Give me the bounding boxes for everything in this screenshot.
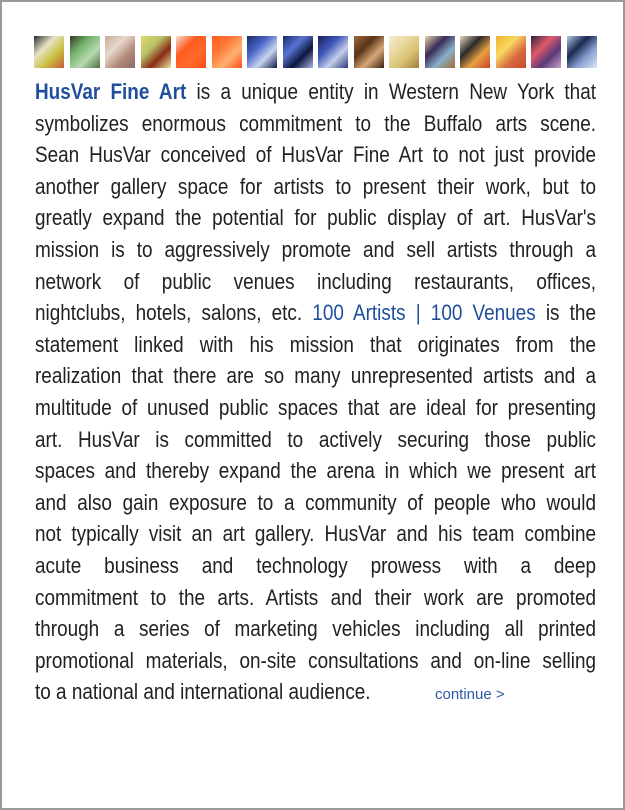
artwork-thumbnail[interactable] — [70, 36, 100, 68]
body-text: through a series of marketing vehicles including all printed — [35, 616, 597, 642]
article-line — [35, 582, 596, 614]
article-line — [35, 613, 596, 645]
about-article — [35, 76, 596, 708]
body-text: is a unique entity in Western New York that — [186, 79, 596, 104]
artists-venues-link[interactable]: 100 Artists | 100 Venues — [312, 300, 536, 326]
artwork-thumbnail[interactable] — [354, 36, 384, 68]
article-line — [35, 108, 596, 140]
body-text: art. HusVar is committed to actively securing those public — [35, 426, 597, 452]
article-line — [35, 487, 596, 519]
artwork-thumbnail[interactable] — [105, 36, 135, 68]
artwork-thumbnail[interactable] — [425, 36, 455, 68]
body-text: Sean HusVar conceived of HusVar Fine Art to not just provide — [35, 142, 597, 168]
body-text: to a national and international audience. — [35, 679, 371, 705]
article-line — [35, 550, 596, 582]
artwork-thumbnail[interactable] — [531, 36, 561, 68]
body-text: greatly expand the potential for public display of art. HusVar's — [35, 205, 597, 231]
body-text: promotional materials, on-site consultations and on-line selling — [35, 647, 597, 673]
body-text: and also gain exposure to a community of people who would — [35, 489, 597, 515]
body-text: is the — [535, 300, 596, 326]
artwork-thumbnail[interactable] — [496, 36, 526, 68]
body-text: mission is to aggressively promote and sell artists through a — [35, 236, 597, 262]
article-line — [35, 392, 596, 424]
article-line — [35, 139, 596, 171]
artwork-thumbnail[interactable] — [34, 36, 64, 68]
brand-name: HusVar Fine Art — [35, 79, 187, 104]
body-text: statement linked with his mission that originates from the — [35, 331, 597, 357]
article-line — [35, 234, 596, 266]
body-text: not typically visit an art gallery. HusVar and his team combine — [35, 521, 597, 547]
body-text: commitment to the arts. Artists and their work are promoted — [35, 584, 597, 610]
artwork-thumbnail[interactable] — [212, 36, 242, 68]
artwork-thumbnail[interactable] — [460, 36, 490, 68]
article-line — [35, 202, 596, 234]
article-line — [35, 424, 596, 456]
artwork-thumbnail[interactable] — [283, 36, 313, 68]
body-text: multitude of unused public spaces that are ideal for presenting — [35, 394, 596, 420]
body-text: spaces and thereby expand the arena in which we present art — [35, 458, 597, 484]
article-line — [35, 455, 596, 487]
article-line — [35, 676, 596, 708]
artwork-thumbnail[interactable] — [141, 36, 171, 68]
body-text: network of public venues including restaurants, offices, — [35, 268, 597, 294]
article-line — [35, 76, 596, 108]
article-line — [35, 360, 596, 392]
article-line — [35, 297, 596, 329]
artwork-thumbnail[interactable] — [389, 36, 419, 68]
body-text: nightclubs, hotels, salons, etc. — [35, 300, 313, 326]
continue-link[interactable]: continue > — [435, 686, 505, 704]
artwork-thumbnail[interactable] — [247, 36, 277, 68]
artwork-thumbnail[interactable] — [318, 36, 348, 68]
artwork-thumbnail[interactable] — [567, 36, 597, 68]
body-text: another gallery space for artists to present their work, but to — [35, 173, 597, 199]
artwork-thumbnail-strip — [34, 36, 596, 68]
article-line — [35, 329, 596, 361]
article-line — [35, 171, 596, 203]
body-text: realization that there are so many unrepresented artists and a — [35, 363, 597, 389]
article-line — [35, 266, 596, 298]
body-text: symbolizes enormous commitment to the Buffalo arts scene. — [35, 110, 597, 136]
article-line — [35, 518, 596, 550]
artwork-thumbnail[interactable] — [176, 36, 206, 68]
body-text: acute business and technology prowess with a deep — [35, 552, 597, 578]
article-line — [35, 645, 596, 677]
